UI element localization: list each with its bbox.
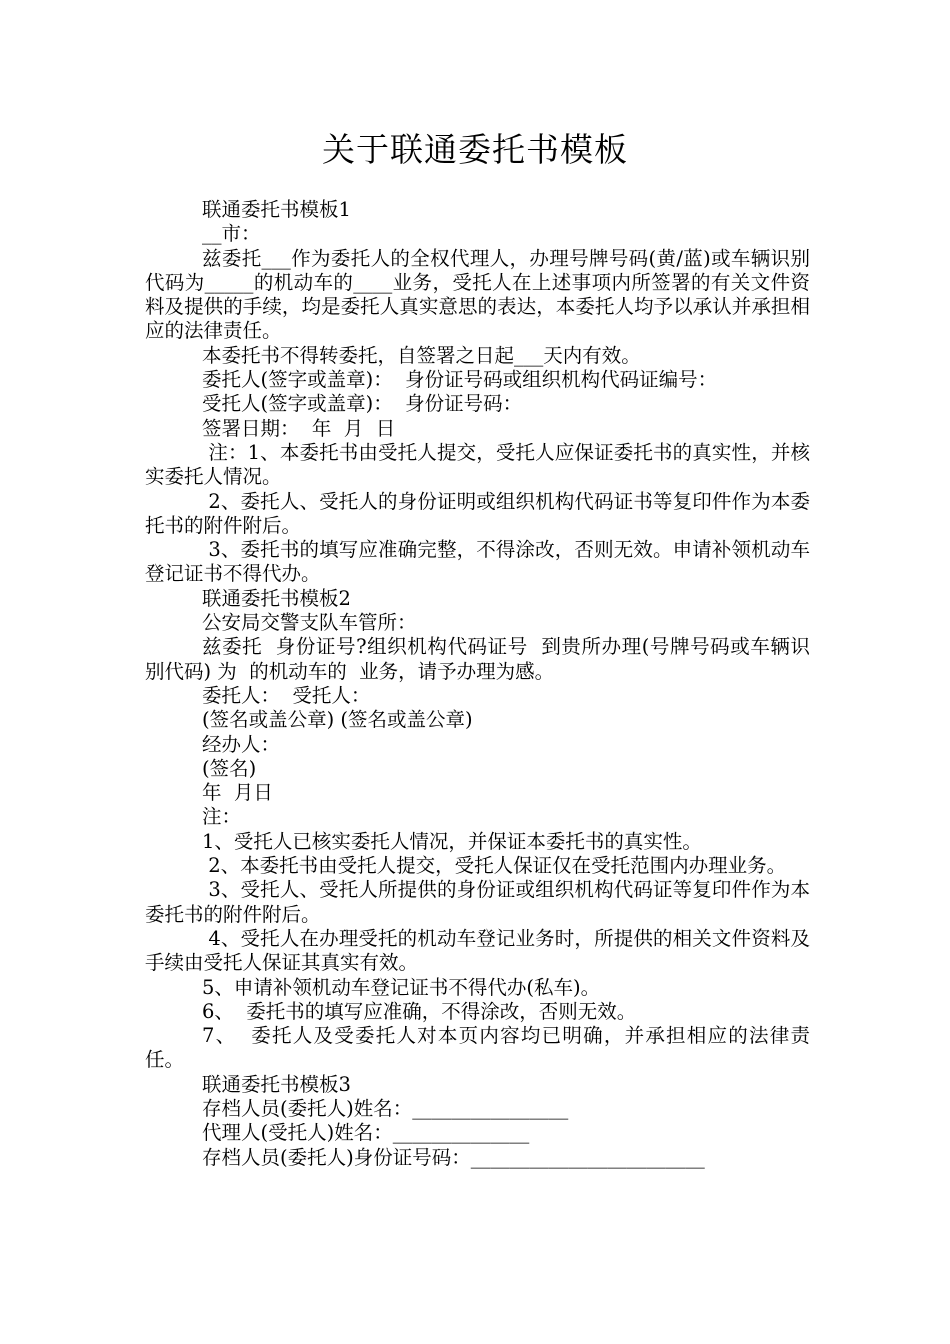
signature-labels-line: 委托人： 受托人： [202, 683, 371, 707]
date-line: 年 月日 [202, 781, 273, 805]
note-item: 2、委托人、受托人的身份证明或组织机构代码证书等复印件作为本委托书的附件附后。 [145, 489, 810, 537]
validity-paragraph: 本委托书不得转委托，自签署之日起___天内有效。 [202, 343, 641, 367]
form-field-line: 存档人员(委托人)姓名：________________ [202, 1096, 569, 1120]
body-paragraph: 兹委托 身份证号?组织机构代码证号 到贵所办理(号牌号码或车辆识别代码) 为 的机动车的 业务，请予办理为感。 [145, 635, 810, 683]
note-item: 4、受托人在办理受托的机动车登记业务时，所提供的相关文件资料及手续由受托人保证其真实有效。 [145, 926, 810, 975]
document-title: 关于联通委托书模板 [322, 130, 628, 169]
note-item: 5、申请补领机动车登记证书不得代办(私车)。 [202, 975, 601, 999]
note-item: 7、 委托人及受委托人对本页内容均已明确，并承担相应的法律责任。 [145, 1024, 810, 1072]
note-item: 3、委托书的填写应准确完整，不得涂改，否则无效。申请补领机动车登记证书不得代办。 [145, 538, 810, 586]
form-field-line: 存档人员(委托人)身份证号码：________________________ [202, 1145, 705, 1169]
handler-line: 经办人： [202, 732, 281, 756]
signature-hint-line: (签名或盖公章) (签名或盖公章) [202, 708, 473, 732]
handler-signature-hint: (签名) [202, 756, 257, 780]
note-item: 2、本委托书由受托人提交，受托人保证仅在受托范围内办理业务。 [202, 854, 787, 878]
note-item: 1、受托人已核实委托人情况，并保证本委托书的真实性。 [202, 829, 702, 853]
agent-signature-line: 受托人(签字或盖章)： 身份证号码： [202, 392, 523, 416]
principal-signature-line: 委托人(签字或盖章)： 身份证号码或组织机构代码证编号： [202, 368, 718, 392]
note-item: 6、 委托书的填写应准确，不得涂改，否则无效。 [202, 999, 637, 1023]
note-heading: 注： [202, 805, 242, 829]
section-heading-template-1: 联通委托书模板1 [202, 198, 351, 221]
addressee-line: __市： [202, 222, 261, 246]
document-body [145, 198, 810, 1170]
note-item: 注：1、本委托书由受托人提交，受托人应保证委托书的真实性，并核实委托人情况。 [145, 440, 810, 489]
body-paragraph: 兹委托___作为委托人的全权代理人，办理号牌号码(黄/蓝)或车辆识别代码为_____的机动车的____业务，受托人在上述事项内所签署的有关文件资料及提供的手续，均是委托人真实意思的表达，本委托人均予以承认并承担相应的法律责任。 [145, 246, 810, 343]
addressee-line: 公安局交警支队车管所： [202, 611, 417, 635]
note-item: 3、受托人、受托人所提供的身份证或组织机构代码证等复印件作为本委托书的附件附后。 [145, 878, 810, 926]
section-heading-template-2: 联通委托书模板2 [202, 586, 351, 610]
form-field-line: 代理人(受托人)姓名：______________ [202, 1121, 530, 1145]
signing-date-line: 签署日期： 年 月 日 [202, 416, 396, 440]
section-heading-template-3: 联通委托书模板3 [202, 1072, 351, 1096]
